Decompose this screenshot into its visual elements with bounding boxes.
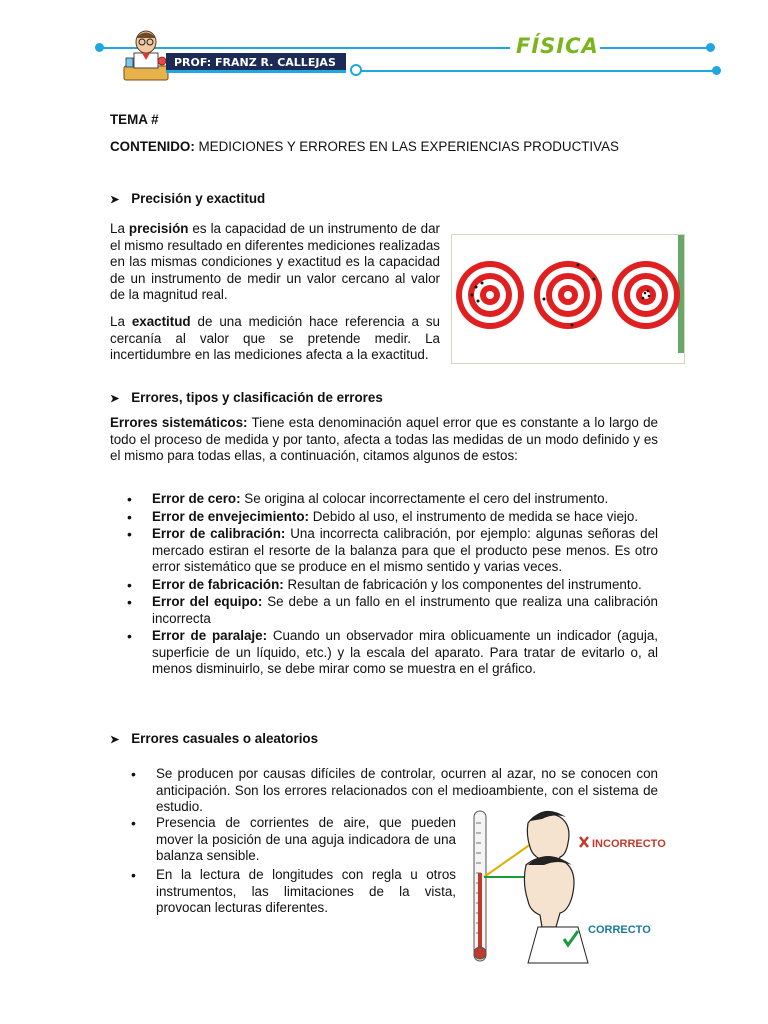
item-label: Error de fabricación: [152,576,284,592]
list-item [114,867,456,917]
incorrect-label: INCORRECTO [592,838,666,850]
teacher-icon [120,28,172,82]
sistematicos-paragraph [110,415,658,465]
precision-paragraph [110,221,440,304]
list-item [110,509,658,526]
section-casuales-title: Errores casuales o aleatorios [131,731,319,746]
list-item [114,815,456,865]
item-text: Resultan de fabricación y los componentes del instrumento. [283,576,642,592]
sistematicos-list [110,491,658,679]
casuales-item-3 [114,867,456,918]
p1-c: es la capacidad de un instrumento de dar el mismo resultado en diferentes mediciones realizadas en las mismas condiciones y exactitud es la capacidad de un instrumento de medir un valor cercano al valor de la magnitud real. [110,221,440,302]
section-precision-heading [110,191,265,206]
header-line-bottom [360,70,720,72]
contenido-text: MEDICIONES Y ERRORES EN LAS EXPERIENCIAS PRODUCTIVAS [194,139,619,154]
item-text: Se origina al colocar incorrectamente el cero del instrumento. [240,491,609,506]
item-label: Error del equipo: [152,594,263,609]
parallax-svg [468,803,670,967]
parallax-figure [468,803,670,967]
sistematicos-label: Errores sistemáticos: [110,415,248,430]
tema-label: TEMA # [110,112,159,127]
sistematicos-text: Tiene esta denominación aquel error que es constante a lo largo de todo el proceso de medida y por tanto, afecta a todas las medidas de un modo definido y es el mismo para todas ellas, a continuación, citamos algunos de estos: [110,415,659,463]
section-errores-title: Errores, tipos y clasificación de errores [131,390,383,405]
item-label: Error de calibración: [152,526,286,541]
list-item [110,526,658,576]
target-1-icon [456,261,524,329]
item-text: Se debe a un fallo en el instrumento que realiza una calibración incorrecta [152,594,658,626]
header-dot-right2 [712,66,721,75]
professor-banner: PROF: FRANZ R. CALLEJAS [166,53,346,73]
arrow-bullet-icon: ➤ [110,734,120,746]
p2-term: exactitud [131,314,191,329]
targets-svg [452,235,684,363]
section-precision-title: Precisión y exactitud [131,191,266,206]
p2-a: La [110,314,132,329]
item-label: Error de envejecimiento: [152,508,310,524]
target-2-icon [534,261,602,329]
item-text: Se producen por causas difíciles de controlar, ocurren al azar, no se conocen con anticipación. Son los errores relacionados con el medioambiente, con el sistema de estudio. [156,766,658,814]
item-text: Una incorrecta calibración, por ejemplo: algunas señoras del mercado estiran el resorte de la balanza para que el producto pese menos. Es otro error sistemático que se produce en el mismo sentido y varias veces. [152,526,658,574]
item-text: Presencia de corrientes de aire, que pueden mover la posición de una aguja indicadora de una balanza sensible. [156,815,456,863]
subject-title: FÍSICA [516,34,599,58]
targets-figure [451,234,685,364]
list-item [110,594,658,627]
list-item [110,628,658,678]
target-3-icon [612,261,680,329]
exactitud-paragraph [110,314,440,364]
item-text: Debido al uso, el instrumento de medida se hace viejo. [309,508,639,524]
casuales-item-2 [114,815,456,866]
arrow-bullet-icon: ➤ [110,393,120,405]
item-text: En la lectura de longitudes con regla u otros instrumentos, las limitaciones de la vista, provocan lecturas diferentes. [156,867,456,915]
list-item [110,491,658,508]
arrow-bullet-icon: ➤ [110,194,120,206]
contenido-label: CONTENIDO: [110,139,195,154]
list-item [110,577,658,594]
item-label: Error de paralaje: [152,628,268,643]
item-label: Error de cero: [152,491,241,506]
item-text: Cuando un observador mira oblicuamente un indicador (aguja, superficie de un líquido, etc.) y la escala del aparato. Para tratar de evitarlo o, al menos disminuirlo, se debe mirar como se muestra en el gráfico. [152,628,658,676]
header-dot-left [95,43,104,52]
p1-a: La [110,221,129,236]
header-ring [350,64,362,76]
contenido-line [110,139,619,154]
header-line-top-right [600,47,710,49]
correct-label: CORRECTO [588,924,651,936]
header-dot-right [706,43,715,52]
p2-c: de una medición hace referencia a su cercanía al valor que se pretende medir. La incertidumbre en las mediciones afecta a la exactitud. [110,314,440,362]
section-casuales-heading [110,731,318,746]
p1-term: precisión [128,221,189,236]
section-errores-heading [110,390,383,405]
